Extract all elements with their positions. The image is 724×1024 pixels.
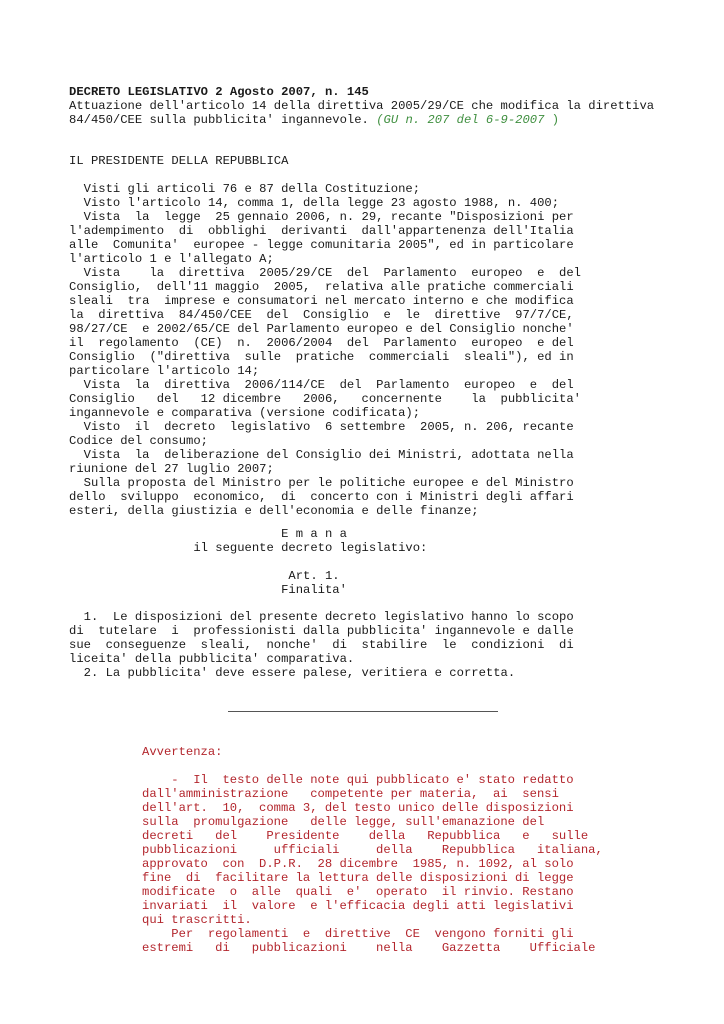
preamble-line: Vista la legge 25 gennaio 2006, n. 29, recante "Disposizioni per (69, 210, 574, 224)
preamble-line: il regolamento (CE) n. 2006/2004 del Parlamento europeo e del (69, 336, 574, 350)
decree-title: DECRETO LEGISLATIVO 2 Agosto 2007, n. 145 (69, 85, 369, 99)
decree-subtitle-line1: Attuazione dell'articolo 14 della direttiva 2005/29/CE che modifica la direttiva (69, 99, 655, 113)
avvertenza-line: decreti del Presidente della Repubblica e sulle (142, 829, 589, 843)
preamble-line: Vista la direttiva 2006/114/CE del Parlamento europeo e del (69, 378, 574, 392)
preamble-line: l'adempimento di obblighi derivanti dall'appartenenza dell'Italia (69, 224, 574, 238)
preamble-line: esteri, della giustizia e dell'economia e delle finanze; (69, 504, 479, 518)
preamble-line: particolare l'articolo 14; (69, 364, 260, 378)
avvertenza-line: sulla promulgazione delle legge, sull'emanazione del (142, 815, 545, 829)
avvertenza-line: dall'amministrazione competente per materia, ai sensi (142, 787, 559, 801)
preamble-line: Vista la deliberazione del Consiglio dei Ministri, adottata nella (69, 448, 574, 462)
preamble-line: Consiglio, dell'11 maggio 2005, relativa alle pratiche commerciali (69, 280, 574, 294)
preamble-line: Visti gli articoli 76 e 87 della Costituzione; (69, 182, 421, 196)
preamble-line: Visto l'articolo 14, comma 1, della legge 23 agosto 1988, n. 400; (69, 196, 560, 210)
article-number: Art. 1. (69, 569, 340, 583)
preamble-line: riunione del 27 luglio 2007; (69, 462, 274, 476)
gu-reference-link[interactable]: (GU n. 207 del 6-9-2007 (376, 113, 552, 127)
separator-rule (228, 711, 498, 712)
avvertenza-line: invariati il valore e l'efficacia degli atti legislativi (142, 899, 574, 913)
preamble-line: la direttiva 84/450/CEE del Consiglio e le direttive 97/7/CE, (69, 308, 574, 322)
article-line: di tutelare i professionisti dalla pubblicita' ingannevole e dalle (69, 624, 574, 638)
avvertenza-line: modificate o alle quali e' operato il rinvio. Restano (142, 885, 574, 899)
preamble-line: dello sviluppo economico, di concerto con i Ministri degli affari (69, 490, 574, 504)
preamble-line: Sulla proposta del Ministro per le politiche europee e del Ministro (69, 476, 574, 490)
decree-subtitle-line2 (69, 113, 559, 127)
preamble-line: Vista la direttiva 2005/29/CE del Parlamento europeo e del (69, 266, 581, 280)
preamble-line: Visto il decreto legislativo 6 settembre 2005, n. 206, recante (69, 420, 574, 434)
avvertenza-title: Avvertenza: (142, 745, 223, 759)
emana-heading: E m a n a (69, 527, 347, 541)
avvertenza-line: - Il testo delle note qui pubblicato e' stato redatto (142, 773, 574, 787)
preamble-line: ingannevole e comparativa (versione codificata); (69, 406, 421, 420)
president-heading: IL PRESIDENTE DELLA REPUBBLICA (69, 154, 289, 168)
subtitle-text: 84/450/CEE sulla pubblicita' ingannevole. (69, 113, 377, 127)
preamble-line: alle Comunita' europee - legge comunitaria 2005", ed in particolare (69, 238, 574, 252)
avvertenza-line: estremi di pubblicazioni nella Gazzetta Ufficiale (142, 941, 596, 955)
avvertenza-line: pubblicazioni ufficiali della Repubblica italiana, (142, 843, 603, 857)
preamble-line: 98/27/CE e 2002/65/CE del Parlamento europeo e del Consiglio nonche' (69, 322, 574, 336)
article-line: 2. La pubblicita' deve essere palese, veritiera e corretta. (69, 666, 516, 680)
avvertenza-line: approvato con D.P.R. 28 dicembre 1985, n. 1092, al solo (142, 857, 574, 871)
preamble-line: Codice del consumo; (69, 434, 208, 448)
preamble-line: Consiglio del 12 dicembre 2006, concernente la pubblicita' (69, 392, 581, 406)
preamble-line: Consiglio ("direttiva sulle pratiche commerciali sleali"), ed in (69, 350, 574, 364)
article-line: sue conseguenze sleali, nonche' di stabilire le condizioni di (69, 638, 574, 652)
preamble-line: sleali tra imprese e consumatori nel mercato interno e che modifica (69, 294, 574, 308)
article-line: liceita' della pubblicita' comparativa. (69, 652, 355, 666)
avvertenza-line: Per regolamenti e direttive CE vengono forniti gli (142, 927, 574, 941)
article-line: 1. Le disposizioni del presente decreto legislativo hanno lo scopo (69, 610, 574, 624)
avvertenza-line: fine di facilitare la lettura delle disposizioni di legge (142, 871, 574, 885)
seguente-heading: il seguente decreto legislativo: (69, 541, 428, 555)
avvertenza-line: qui trascritti. (142, 913, 252, 927)
article-title: Finalita' (69, 583, 347, 597)
gu-reference-close: ) (551, 113, 560, 127)
avvertenza-line: dell'art. 10, comma 3, del testo unico delle disposizioni (142, 801, 574, 815)
preamble-line: l'articolo 1 e l'allegato A; (69, 252, 274, 266)
